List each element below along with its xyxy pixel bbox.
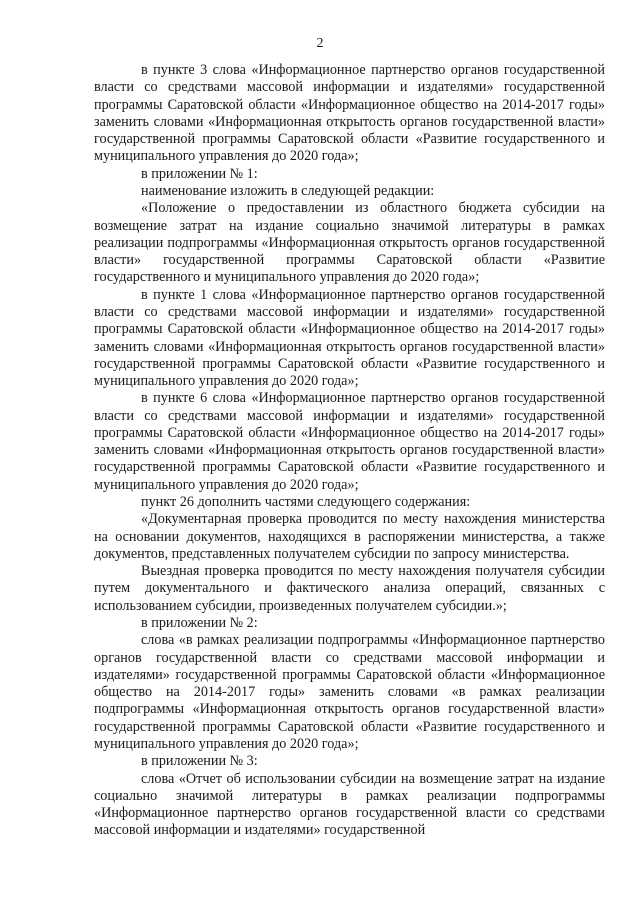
paragraph: в приложении № 1: [141, 165, 258, 182]
paragraph: «Положение о предоставлении из областного бюджета субсидии на возмещение затрат на издание социально значимой литературы в рамках реализации подпрограммы «Информационная открытость органов государственной власти» государственной программы Саратовской области «Развитие государственного и муниципального управления до 2020 года»; [94, 200, 605, 286]
paragraph: наименование изложить в следующей редакции: [141, 182, 435, 199]
paragraph: слова «в рамках реализации подпрограммы «Информационное партнерство органов государственной власти со средствами массовой информации и издателями» государственной программы Саратовской области «Информационное общество на 2014-2017 годы» заменить словами «в рамках реализации подпрограммы «Информационная открытость органов государственной власти» государственной программы Саратовской области «Развитие государственного и муниципального управления до 2020 года»; [94, 632, 605, 752]
paragraph: в пункте 1 слова «Информационное партнерство органов государственной власти со средствами массовой информации и издателями» государственной программы Саратовской области «Информационное общество на 2014-2017 годы» заменить словами «Информационная открытость органов государственной власти» государственной программы Саратовской области «Развитие государственного и муниципального управления до 2020 года»; [94, 286, 605, 390]
paragraph: в приложении № 2: [141, 615, 258, 631]
paragraph: в приложении № 3: [141, 753, 258, 770]
paragraph: Выездная проверка проводится по месту нахождения получателя субсидии путем документального и фактического анализа операций, связанных с использованием субсидии, произведенных получателем субсидии.»; [94, 563, 605, 614]
paragraph: пункт 26 дополнить частями следующего содержания: [141, 494, 471, 511]
paragraph: «Документарная проверка проводится по месту нахождения министерства на основании документов, находящихся в распоряжении министерства, а также документов, представленных получателем субсидии по запросу министерства. [94, 511, 605, 562]
document-body [94, 62, 605, 840]
paragraph: в пункте 3 слова «Информационное партнерство органов государственной власти со средствами массовой информации и издателями» государственной программы Саратовской области «Информационное общество на 2014-2017 годы» заменить словами «Информационная открытость органов государственной власти» государственной программы Саратовской области «Развитие государственного и муниципального управления до 2020 года»; [94, 62, 605, 165]
paragraph: слова «Отчет об использовании субсидии на возмещение затрат на издание социально значимой литературы в рамках реализации подпрограммы «Информационное партнерство органов государственной власти со средствами массовой информации и издателями» государственной [94, 770, 605, 839]
paragraph: в пункте 6 слова «Информационное партнерство органов государственной власти со средствами массовой информации и издателями» государственной программы Саратовской области «Информационное общество на 2014-2017 годы» заменить словами «Информационная открытость органов государственной власти» государственной программы Саратовской области «Развитие государственного и муниципального управления до 2020 года»; [94, 390, 605, 493]
page-number: 2 [316, 36, 324, 51]
